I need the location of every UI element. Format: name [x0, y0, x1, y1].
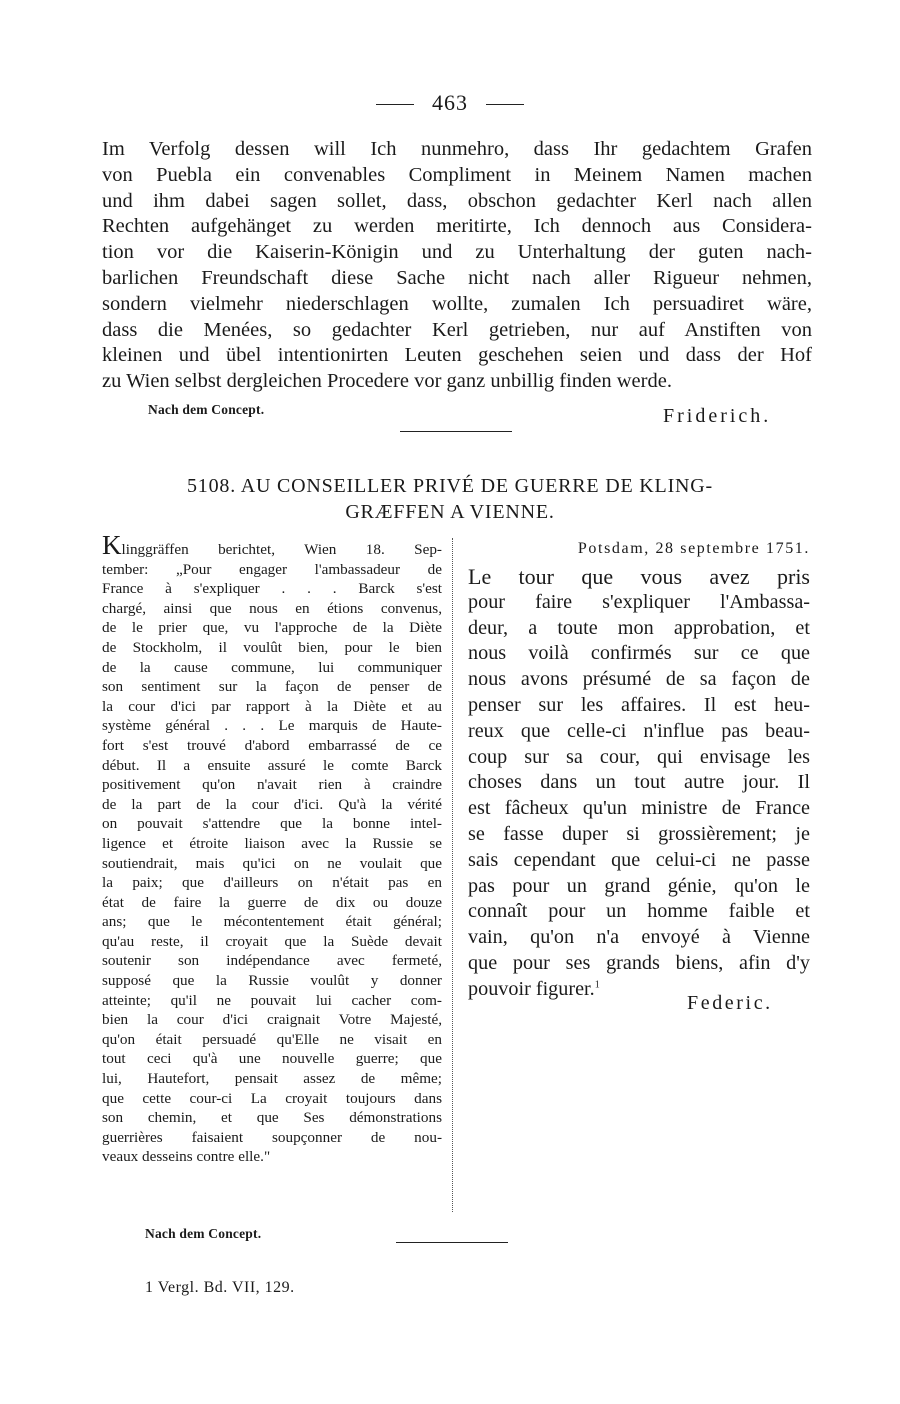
text-line: état de faire la guerre de dix ou douze — [102, 893, 442, 911]
column-divider — [452, 538, 453, 1212]
page-number-text: 463 — [432, 90, 468, 115]
text-line: bien la cour d'ici craignait Votre Majesté, — [102, 1011, 442, 1029]
page-number-rule-left — [376, 104, 414, 105]
page-number — [0, 90, 900, 116]
text-line: connaît pour un homme faible et — [468, 900, 810, 923]
text-line: tember: „Pour engager l'ambassadeur de — [102, 560, 442, 578]
text-line: que cette cour-ci La croyait toujours dans — [102, 1089, 442, 1107]
text-line: kleinen und übel intentionirten Leuten geschehen seien und dass der Hof — [102, 344, 812, 367]
text-line: est fâcheux qu'un ministre de France — [468, 797, 810, 820]
text-line: de Stockholm, il voulût bien, pour le bien — [102, 638, 442, 656]
text-line: penser sur les affaires. Il est heu- — [468, 693, 810, 716]
text-line: de la part de la cour d'ici. Qu'à la vérité — [102, 795, 442, 813]
text-line: von Puebla ein convenables Compliment in Meinem Namen machen — [102, 163, 812, 186]
text-fragment: linggräffen berichtet, Wien 18. Sep- — [121, 541, 442, 558]
text-line: zu Wien selbst dergleichen Procedere vor ganz unbillig finden werde. — [102, 370, 672, 393]
text-line: sondern vielmehr niederschlagen wollte, zumalen Ich persuadiret wäre, — [102, 292, 812, 315]
footnote-text: Vergl. Bd. VII, 129. — [157, 1279, 295, 1296]
text-line: positivement qu'on n'avait rien à craindre — [102, 776, 442, 794]
text-line: supposé que la Russie voulût y donner — [102, 972, 442, 990]
text-line: veaux desseins contre elle." — [102, 1148, 271, 1166]
text-line: coup sur sa cour, qui envisage les — [468, 745, 810, 768]
text-line: que pour ses grands biens, afin d'y — [468, 951, 810, 974]
text-line: atteinte; qu'il ne pouvait lui cacher com- — [102, 991, 442, 1009]
text-line: de la cause commune, lui communiquer — [102, 658, 442, 676]
text-line: son chemin, et que Ses démonstrations — [102, 1109, 442, 1127]
text-line: la cour d'ici par rapport à la Diète et au — [102, 697, 442, 715]
text-line: vain, qu'on n'a envoyé à Vienne — [468, 926, 810, 949]
text-line: nous avons présumé de sa façon de — [468, 668, 810, 691]
letter-heading-line: 5108. AU CONSEILLER PRIVÉ DE GUERRE DE KLING- — [187, 475, 713, 497]
letter-heading — [90, 473, 810, 525]
text-line: lui, Hautefort, pensait assez de même; — [102, 1070, 442, 1088]
letter-heading-line: GRÆFFEN A VIENNE. — [345, 501, 555, 523]
text-line: barlichen Freundschaft diese Sache nicht nach aller Rigueur nehmen, — [102, 266, 812, 289]
footnote-number: 1 — [145, 1279, 154, 1296]
text-line: deur, a toute mon approbation, et — [468, 616, 810, 639]
footnote — [145, 1279, 295, 1297]
signature: Friderich. — [663, 405, 772, 427]
page-number-rule-right — [486, 104, 524, 105]
drop-cap: K — [102, 530, 122, 560]
footnote-rule — [396, 1242, 508, 1243]
source-note: Nach dem Concept. — [148, 402, 265, 417]
text-line: qu'au reste, il croyait que la Suède devait — [102, 932, 442, 950]
dateline: Potsdam, 28 septembre 1751. — [577, 540, 810, 557]
text-line: pas pour un grand génie, qu'on le — [468, 874, 810, 897]
text-line: sais cependant que celui-ci ne passe — [468, 848, 810, 871]
text-line: qu'on était persuadé qu'Elle ne visait en — [102, 1030, 442, 1048]
source-note: Nach dem Concept. — [145, 1226, 262, 1241]
text-line: choses dans un tout autre jour. Il — [468, 771, 810, 794]
text-line: soutenir son indépendance avec fermeté, — [102, 952, 442, 970]
text-line: guerrières faisaient soupçonner de nou- — [102, 1128, 442, 1146]
text-line: la paix; que d'ailleurs on n'était pas en — [102, 874, 442, 892]
text-line: Im Verfolg dessen will Ich nunmehro, dass Ihr gedachtem Grafen — [102, 138, 812, 160]
text-line: ans; que le mécontentement était général; — [102, 913, 442, 931]
text-line: dass die Menées, so gedachter Kerl getrieben, nur auf Anstiften von — [102, 318, 812, 341]
text-fragment: pouvoir figurer. — [468, 977, 595, 1000]
text-line: France à s'expliquer . . . Barck s'est — [102, 580, 442, 598]
text-line — [102, 530, 442, 560]
text-line: tion vor die Kaiserin-Königin und zu Unterhaltung der guten nach- — [102, 241, 812, 264]
text-line: Le tour que vous avez pris — [468, 564, 810, 589]
text-line: son sentiment sur la façon de penser de — [102, 678, 442, 696]
text-line: début. Il a ensuite assuré le comte Barck — [102, 756, 442, 774]
reply-column — [468, 538, 810, 1003]
text-line: on pouvait s'attendre que la bonne intel- — [102, 815, 442, 833]
text-line: soutiendrait, mais qu'ici on ne voulait que — [102, 854, 442, 872]
text-line: fort s'est trouvé d'abord embarrassé de ce — [102, 736, 442, 754]
report-summary-column — [102, 530, 442, 1167]
text-line: reux que celle-ci n'influe pas beau- — [468, 719, 810, 742]
text-line: ligence et étroite liaison avec la Russie se — [102, 834, 442, 852]
text-line: und ihm dabei sagen sollet, dass, obschon gedachter Kerl nach allen — [102, 189, 812, 212]
text-line: tout ceci qu'à une nouvelle guerre; que — [102, 1050, 442, 1068]
text-line: chargé, ainsi que nous en étions convenus, — [102, 599, 442, 617]
section-rule — [400, 431, 512, 432]
text-line: système général . . . Le marquis de Haute- — [102, 717, 442, 735]
signature: Federic. — [687, 992, 773, 1014]
text-line: Rechten aufgehänget zu werden meritirte, Ich dennoch aus Considera- — [102, 215, 812, 238]
text-line: de le prier que, vu l'approche de la Diète — [102, 619, 442, 637]
top-paragraph — [102, 137, 812, 395]
text-line: se fasse duper si grossièrement; je — [468, 822, 810, 845]
footnote-marker: 1 — [594, 979, 600, 991]
text-line: pour faire s'expliquer l'Ambassa- — [468, 590, 810, 613]
text-line: nous voilà confirmés sur ce que — [468, 642, 810, 665]
